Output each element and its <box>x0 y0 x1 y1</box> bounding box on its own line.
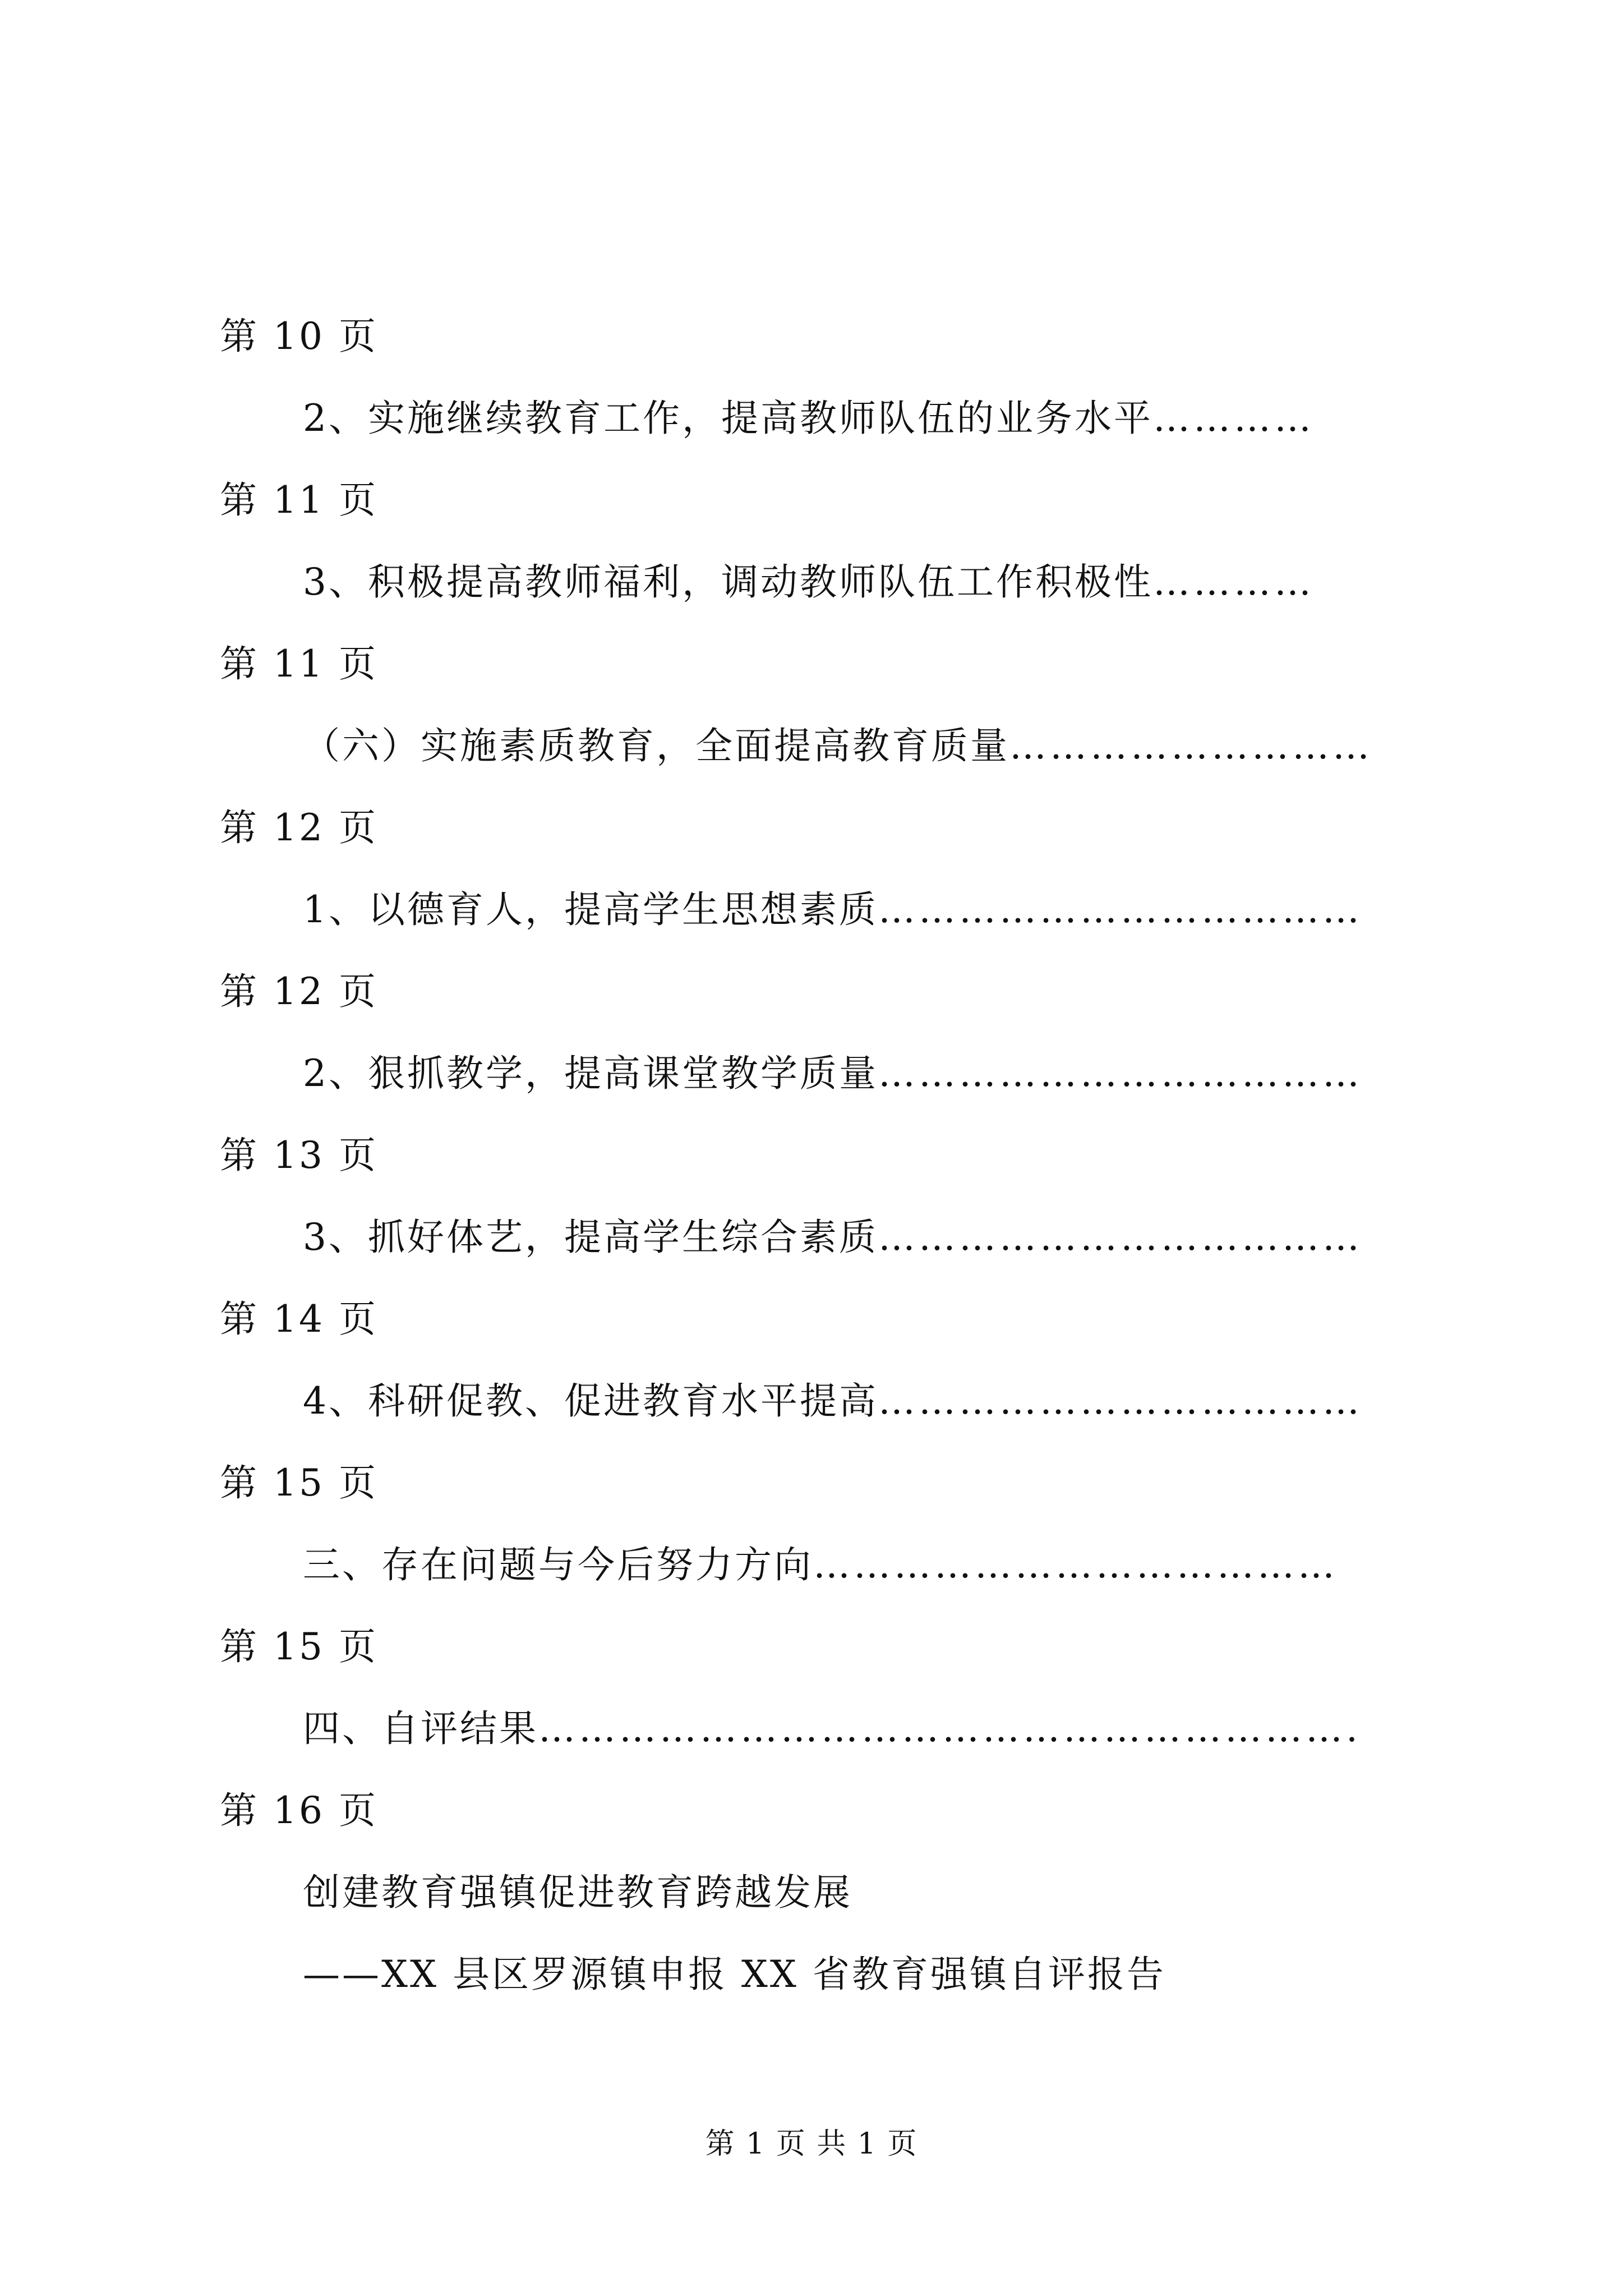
toc-leader-dots: ……………………………… <box>878 1216 1363 1259</box>
toc-entry-title: 四、自评结果 <box>303 1707 538 1750</box>
toc-leader-dots: ……………………… <box>1009 724 1373 767</box>
toc-page-number: 第 12 页 <box>220 806 378 849</box>
toc-entry-title: 1、以德育人，提高学生思想素质 <box>303 888 878 931</box>
toc-leader-dots: ……………………………………………………. <box>538 1707 1361 1750</box>
toc-entry-title: 3、抓好体艺，提高学生综合素质 <box>303 1216 878 1259</box>
toc-entry <box>303 1379 1424 1424</box>
toc-page-number: 第 10 页 <box>220 315 378 358</box>
toc-entry <box>303 1051 1424 1096</box>
toc-page-number: 第 15 页 <box>220 1625 378 1668</box>
toc-entry-title: 4、科研促教、促进教育水平提高 <box>303 1379 878 1423</box>
toc-leader-dots: ………… <box>1153 560 1315 604</box>
toc-leader-dots: ……………………………… <box>878 1052 1363 1095</box>
toc-entry-title: 三、存在问题与今后努力方向 <box>303 1543 813 1586</box>
toc-page-number: 第 12 页 <box>220 970 378 1013</box>
toc-entry-title: 3、积极提高教师福利，调动教师队伍工作积极性 <box>303 560 1153 604</box>
toc-entry <box>303 560 1424 605</box>
toc-page-number: 第 14 页 <box>220 1297 378 1341</box>
toc-leader-dots: ……………………………… <box>878 1379 1363 1423</box>
toc-entry <box>303 1543 1424 1588</box>
toc-entry <box>303 1706 1424 1751</box>
toc-entry <box>303 724 1424 769</box>
toc-entry-title: （六）实施素质教育，全面提高教育质量 <box>303 724 1009 767</box>
toc-leader-dots: ……………………………… <box>878 888 1363 931</box>
toc-page-number: 第 15 页 <box>220 1461 378 1504</box>
toc-leader-dots: ………… <box>1153 397 1315 440</box>
document-subtitle: ——XX 县区罗源镇申报 XX 省教育强镇自评报告 <box>303 1953 1166 1996</box>
toc-page-number: 第 13 页 <box>220 1134 378 1177</box>
toc-entry <box>303 887 1424 932</box>
toc-page-number: 第 11 页 <box>220 642 378 685</box>
toc-page-number: 第 16 页 <box>220 1789 378 1832</box>
toc-entry-title: 2、实施继续教育工作，提高教师队伍的业务水平 <box>303 397 1153 440</box>
toc-leader-dots: ………………………………… <box>813 1543 1338 1586</box>
toc-page-number: 第 11 页 <box>220 478 378 522</box>
toc-entry <box>303 1215 1424 1260</box>
document-title: 创建教育强镇促进教育跨越发展 <box>303 1871 852 1914</box>
toc-entry <box>303 396 1424 441</box>
page-footer: 第 1 页 共 1 页 <box>705 2127 918 2161</box>
toc-entry-title: 2、狠抓教学，提高课堂教学质量 <box>303 1052 878 1095</box>
